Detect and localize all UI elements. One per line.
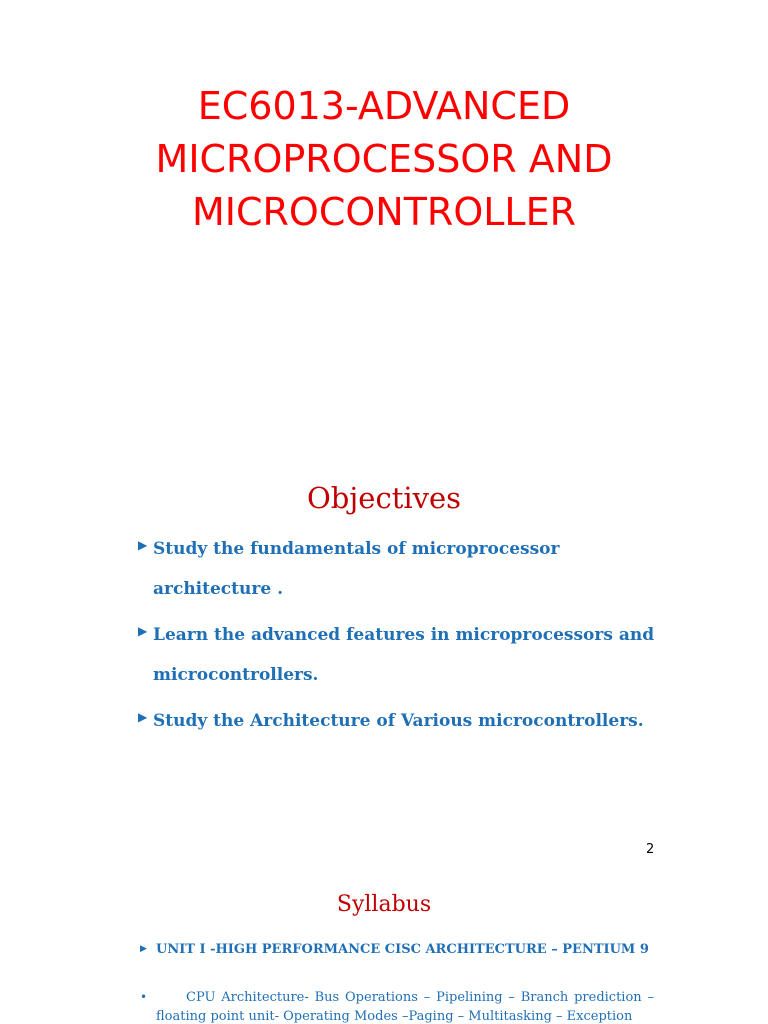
dot-bullet-icon: • — [140, 990, 148, 1004]
objective-text-line-1: Study the Architecture of Various microcontrollers. — [153, 711, 644, 731]
objective-text-line-2: architecture . — [153, 579, 283, 599]
objective-text-line-1: Learn the advanced features in microprocessors and — [153, 625, 655, 645]
triangle-bullet-icon: ▶ — [138, 624, 148, 638]
syllabus-content-text: CPU Architecture- Bus Operations – Pipelining – Branch prediction – floating point unit- Operating Modes –Paging – Multitasking – Exception — [156, 990, 654, 1024]
triangle-bullet-icon: ▶ — [138, 710, 148, 724]
syllabus-unit-text: UNIT I -HIGH PERFORMANCE CISC ARCHITECTURE – PENTIUM 9 — [156, 942, 649, 957]
objective-item — [138, 701, 698, 741]
syllabus-unit-content — [140, 988, 654, 1024]
objective-text-line-2: microcontrollers. — [153, 665, 319, 685]
document-title — [0, 80, 768, 239]
objectives-heading: Objectives — [306, 481, 462, 515]
title-line-3: MICROCONTROLLER — [192, 190, 576, 234]
triangle-bullet-icon: ▶ — [140, 944, 147, 954]
triangle-bullet-icon: ▶ — [138, 538, 148, 552]
objectives-list — [138, 529, 698, 747]
title-line-2: MICROPROCESSOR AND — [155, 137, 613, 181]
page-number: 2 — [646, 842, 655, 857]
syllabus-unit-title — [140, 940, 654, 959]
title-line-1: EC6013-ADVANCED — [197, 84, 571, 128]
objective-item — [138, 615, 698, 695]
objective-item — [138, 529, 698, 609]
objective-text-line-1: Study the fundamentals of microprocessor — [153, 539, 560, 559]
syllabus-heading: Syllabus — [336, 892, 432, 917]
